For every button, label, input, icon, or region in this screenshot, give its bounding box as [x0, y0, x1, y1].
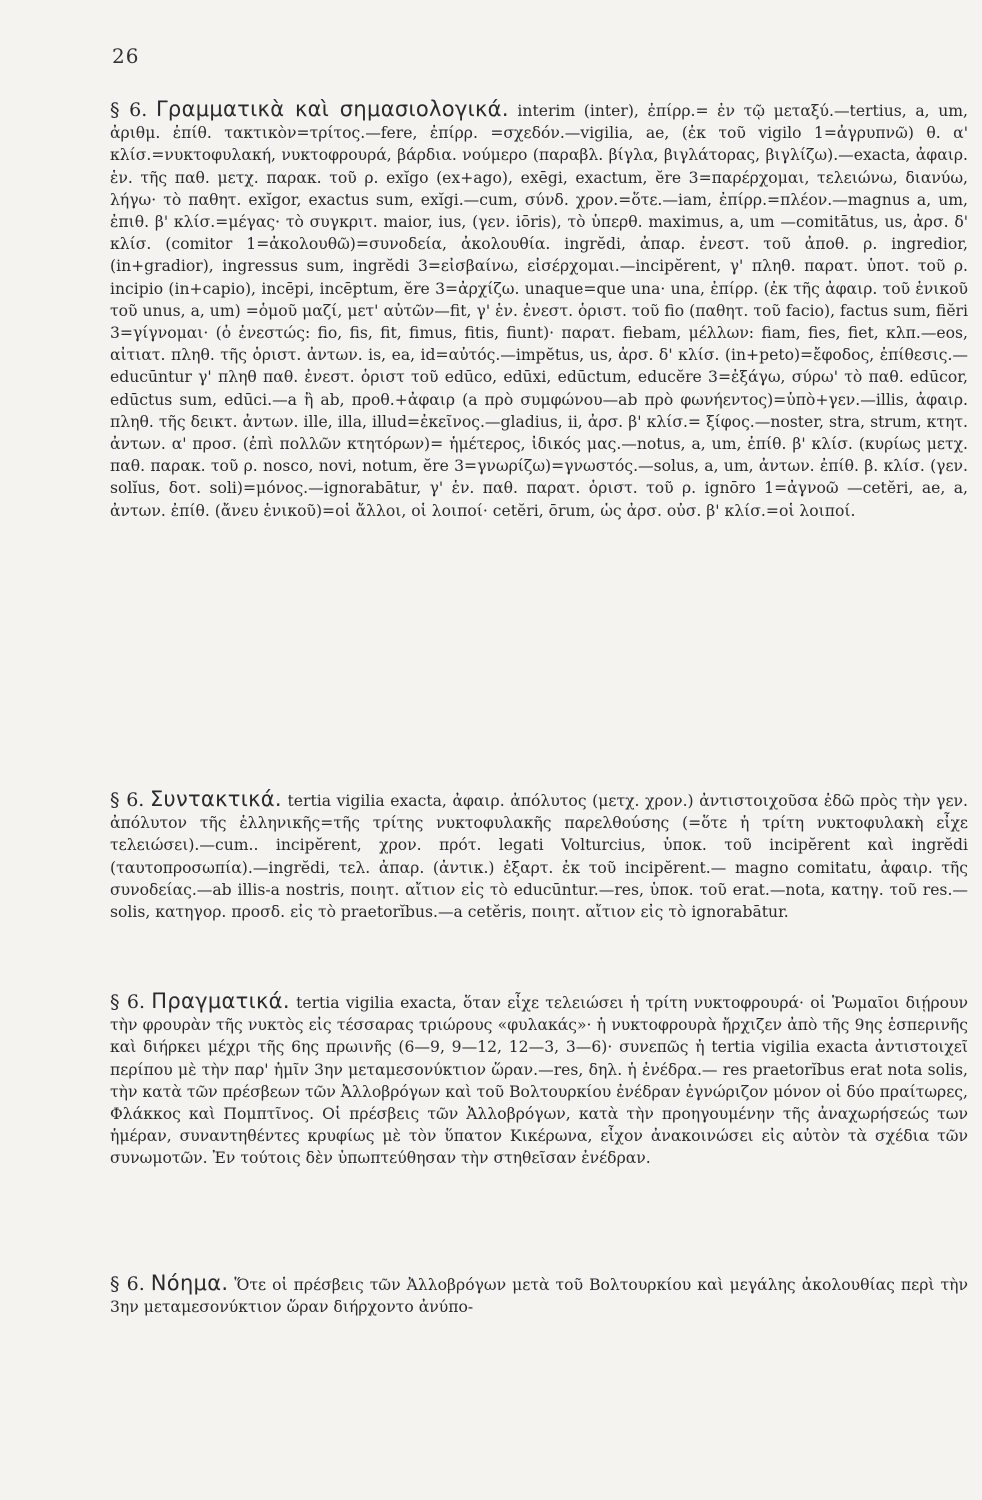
section-body: tertia vigilia exacta, ἀφαιρ. ἀπόλυτος (μετχ. χρον.) ἀντιστοιχοῦσα ἐδῶ πρὸς τὴν γεν. ἀπόλυτον τῆς ἑλληνικῆς=τῆς τρίτης νυκτοφυλακῆς παρελθούσης (=ὅτε ἡ τρίτη νυκτοφυλακὴ εἶχε τελειώσει).—cum.. incipĕrent, χρον. πρότ. legati Volturcius, ὑποκ. τοῦ incipĕrent καὶ ingrĕdi (ταυτοπροσωπία).—ingrĕdi, τελ. ἀπαρ. (ἀντικ.) ἐξαρτ. ἐκ τοῦ incipĕrent.— magno comitatu, ἀφαιρ. τῆς συνοδείας.—ab illis-a nostris, ποιητ. αἴτιον εἰς τὸ educūntur.—res, ὑποκ. τοῦ erat.—nota, κατηγ. τοῦ res.—solis, κατηγορ. προσδ. εἰς τὸ praetorĭbus.—a cetĕris, ποιητ. αἴτιον εἰς τὸ ignorabātur. [110, 792, 968, 922]
page-number: 26 [112, 44, 140, 68]
section-body: Ὅτε οἱ πρέσβεις τῶν Ἀλλοβρόγων μετὰ τοῦ Βολτουρκίου καὶ μεγάλης ἀκολουθίας περὶ τὴν 3ην μεταμεσονύκτιον ὥραν διήρχοντο ἀνύπο- [110, 1276, 968, 1317]
section-heading: Γραμματικὰ καὶ σημασιολογικά. [155, 97, 509, 121]
section-sign: § 6. [110, 991, 145, 1013]
section-sign: § 6. [110, 1273, 145, 1295]
section-heading: Νόημα. [150, 1271, 229, 1295]
section-heading: Συντακτικά. [149, 787, 282, 811]
section-factual [110, 990, 968, 1170]
section-meaning [110, 1272, 968, 1318]
section-syntactic [110, 788, 968, 923]
section-body: tertia vigilia exacta, ὅταν εἶχε τελειώσει ἡ τρίτη νυκτοφρουρά· οἱ Ῥωμαῖοι διῄρουν τὴν φρουρὰν τῆς νυκτὸς εἰς τέσσαρας τριώρους «φυλακάς»· ἡ νυκτοφρουρὰ ἤρχιζεν ἀπὸ τῆς 9ης ἑσπερινῆς καὶ διήρκει μέχρι τῆς 6ης πρωινῆς (6—9, 9—12, 12—3, 3—6)· συνεπῶς ἡ tertia vigilia exacta ἀντιστοιχεῖ περίπου μὲ τὴν παρ' ἡμῖν 3ην μεταμεσονύκτιον ὥραν.—res, δηλ. ἡ ἐνέδρα.— res praetorĭbus erat nota solis, τὴν κατὰ τῶν πρέσβεων τῶν Ἀλλοβρόγων καὶ τοῦ Βολτουρκίου ἐνέδραν ἐγνώριζον μόνον οἱ δύο πραίτωρες, Φλάκκος καὶ Πομπτῖνος. Οἱ πρέσβεις τῶν Ἀλλοβρόγων, κατὰ τὴν προηγουμένην τῆς ἀναχωρήσεώς των ἡμέραν, συναντηθέντες κρυφίως μὲ τὸν ὕπατον Κικέρωνα, εἶχον ἀνακοινώσει εἰς αὐτὸν τὰ σχέδια τῶν συνωμοτῶν. Ἐν τούτοις δὲν ὑπωπτεύθησαν τὴν στηθεῖσαν ἐνέδραν. [110, 994, 968, 1168]
section-sign: § 6. [110, 99, 148, 121]
section-heading: Πραγματικά. [151, 989, 290, 1013]
section-grammatical-semantic [110, 98, 968, 522]
section-sign: § 6. [110, 789, 145, 811]
section-body: interim (inter), ἐπίρρ.= ἐν τῷ μεταξύ.—tertius, a, um, ἀριθμ. ἐπίθ. τακτικὸν=τρίτος.—fere, ἐπίρρ. =σχεδόν.—vigilia, ae, (ἐκ τοῦ vigilo 1=ἀγρυπνῶ) θ. α' κλίσ.=νυκτοφυλακή, νυκτοφρουρά, βάρδια. νούμερο (παραβλ. βίγλα, βιγλάτορας, βιγλίζω).—exacta, ἀφαιρ. ἑν. τῆς παθ. μετχ. παρακ. τοῦ ρ. exĭgo (ex+ago), exēgi, exactum, ĕre 3=παρέρχομαι, τελειώνω, διανύω, λήγω· τὸ παθητ. exĭgor, exactus sum, exĭgi.—cum, σύνδ. χρον.=ὅτε.—iam, ἐπίρρ.=πλέον.—magnus a, um, ἐπιθ. β' κλίσ.=μέγας· τὸ συγκριτ. maior, ius, (γεν. iōris), τὸ ὑπερθ. maximus, a, um —comitātus, us, ἀρσ. δ' κλίσ. (comitor 1=ἀκολουθῶ)=συνοδεία, ἀκολουθία. ingrĕdi, ἀπαρ. ἐνεστ. τοῦ ἀποθ. ρ. ingredior, (in+gradior), ingressus sum, ingrĕdi 3=εἰσβαίνω, εἰσέρχομαι.—incipĕrent, γ' πληθ. παρατ. ὑποτ. τοῦ ρ. incipio (in+capio), incēpi, incēptum, ĕre 3=ἀρχίζω. unaque=que una· una, ἐπίρρ. (ἐκ τῆς ἀφαιρ. τοῦ ἑνικοῦ τοῦ unus, a, um) =ὁμοῦ μαζί, μετ' αὐτῶν—fit, γ' ἑν. ἐνεστ. ὁριστ. τοῦ fio (παθητ. τοῦ facio), factus sum, fiĕri 3=γίγνομαι· (ὁ ἐνεστώς: fio, fis, fit, fimus, fitis, fiunt)· παρατ. fiebam, μέλλων: fiam, fies, fiet, κλπ.—eos, αἰτιατ. πληθ. τῆς ὁριστ. ἀντων. is, ea, id=αὐτός.—impĕtus, us, ἀρσ. δ' κλίσ. (in+peto)=ἔφοδος, ἐπίθεσις.—educūntur γ' πληθ παθ. ἐνεστ. ὁριστ τοῦ edūco, edūxi, edūctum, educĕre 3=ἐξάγω, σύρω' τὸ παθ. edūcor, edūctus sum, edūci.—a ἢ ab, προθ.+ἀφαιρ (a πρὸ συμφώνου—ab πρὸ φωνήεντος)=ὑπὸ+γεν.—illis, ἀφαιρ. πληθ. τῆς δεικτ. ἀντων. ille, illa, illud=ἐκεῖνος.—gladius, ii, ἀρσ. β' κλίσ.= ξίφος.—noster, stra, strum, κτητ. ἀντων. α' προσ. (ἐπὶ πολλῶν κτητόρων)= ἡμέτερος, ἰδικός μας.—notus, a, um, ἐπίθ. β' κλίσ. (κυρίως μετχ. παθ. παρακ. τοῦ ρ. nosco, novi, notum, ĕre 3=γνωρίζω)=γνωστός.—solus, a, um, ἀντων. ἐπίθ. β. κλίσ. (γεν. solĭus, δοτ. soli)=μόνος.—ignorabātur, γ' ἑν. παθ. παρατ. ὁριστ. τοῦ ρ. ignōro 1=ἀγνοῶ —cetĕri, ae, a, ἀντων. ἐπίθ. (ἄνευ ἑνικοῦ)=οἱ ἄλλοι, οἱ λοιποί· cetĕri, ōrum, ὡς ἀρσ. οὐσ. β' κλίσ.=οἱ λοιποί. [110, 102, 969, 520]
